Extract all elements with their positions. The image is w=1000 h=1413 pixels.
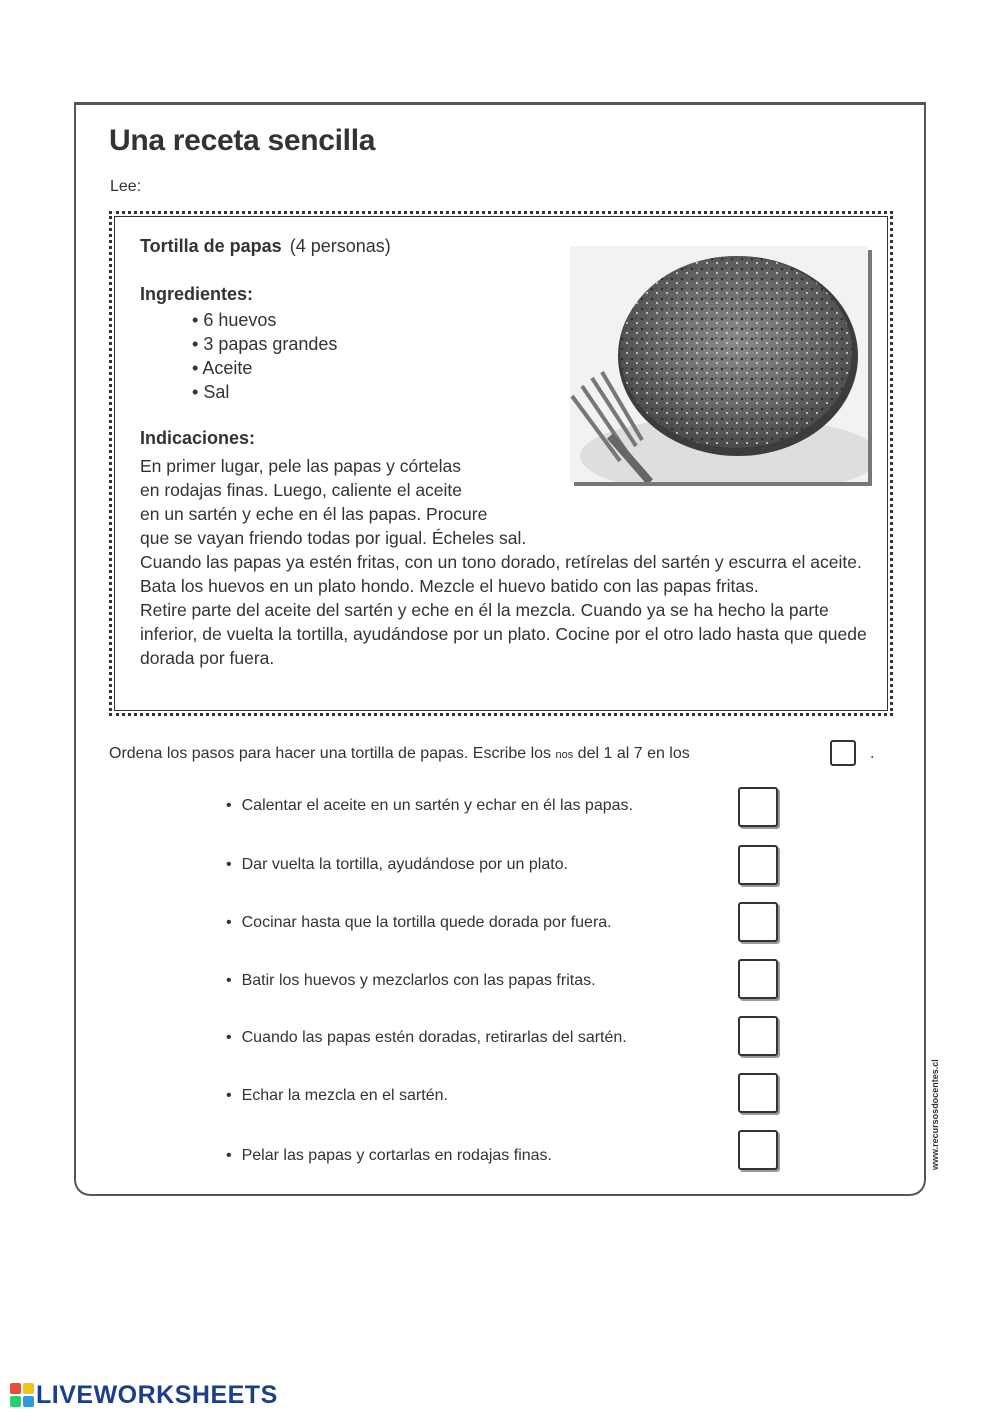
step-item: • Cocinar hasta que la tortilla quede dorada por fuera.: [226, 914, 612, 931]
step-text: Batir los huevos y mezclarlos con las papas fritas.: [241, 972, 596, 989]
step-answer-input[interactable]: [738, 787, 778, 827]
directions-text: [140, 454, 880, 670]
recipe-name: Tortilla de papas: [140, 236, 282, 256]
ingredient-item: • Sal: [192, 380, 337, 404]
instruction-abbrev: nos: [555, 749, 574, 761]
directions-heading: Indicaciones:: [140, 428, 256, 448]
step-text: Calentar el aceite en un sartén y echar en él las papas.: [241, 797, 633, 814]
recipe-servings: (4 personas): [289, 236, 391, 256]
step-answer-input[interactable]: [738, 845, 778, 885]
step-text: Echar la mezcla en el sartén.: [241, 1087, 448, 1104]
exercise-instruction: [109, 745, 690, 763]
brand-name: LIVEWORKSHEETS: [36, 1380, 278, 1409]
step-item: • Dar vuelta la tortilla, ayudándose por un plato.: [226, 856, 569, 873]
step-text: Cocinar hasta que la tortilla quede dorada por fuera.: [241, 914, 612, 931]
step-text: Dar vuelta la tortilla, ayudándose por un plato.: [241, 856, 569, 873]
step-answer-input[interactable]: [738, 1016, 778, 1056]
directions-line: en un sartén y eche en él las papas. Procure: [140, 504, 488, 524]
instruction-period: .: [870, 745, 875, 762]
step-item: • Calentar el aceite en un sartén y echar en él las papas.: [226, 797, 633, 814]
recipe-title: [140, 236, 391, 257]
step-text: Pelar las papas y cortarlas en rodajas finas.: [241, 1147, 552, 1164]
directions-line: que se vayan friendo todas por igual. Écheles sal.: [140, 528, 527, 548]
instruction-text-end: del 1 al 7 en los: [573, 745, 690, 762]
step-item: • Cuando las papas estén doradas, retirarlas del sartén.: [226, 1029, 627, 1046]
example-answer-box: [830, 740, 856, 766]
step-item: • Echar la mezcla en el sartén.: [226, 1087, 448, 1104]
brand-footer[interactable]: [10, 1380, 278, 1409]
page-title: Una receta sencilla: [109, 124, 376, 157]
read-label: Lee:: [110, 178, 142, 195]
step-answer-input[interactable]: [738, 959, 778, 999]
instruction-text: Ordena los pasos para hacer una tortilla de papas. Escribe los: [109, 745, 556, 762]
ingredient-item: • Aceite: [192, 356, 337, 380]
ingredients-list: [192, 308, 337, 404]
liveworksheets-logo-icon: [10, 1383, 34, 1407]
step-answer-input[interactable]: [738, 1073, 778, 1113]
step-answer-input[interactable]: [738, 902, 778, 942]
ingredient-item: • 6 huevos: [192, 308, 337, 332]
directions-line: En primer lugar, pele las papas y córtelas: [140, 456, 461, 476]
ingredients-heading: Ingredientes:: [140, 284, 254, 304]
step-text: Cuando las papas estén doradas, retirarlas del sartén.: [241, 1029, 627, 1046]
side-credit: www.recursosdocentes.cl: [930, 1059, 940, 1170]
directions-paragraph: Retire parte del aceite del sartén y eche en él la mezcla. Cuando ya se ha hecho la parte inferior, de vuelta la tortilla, ayudándose por un plato. Cocine por el otro lado hasta que quede dorada por fuera.: [140, 600, 867, 668]
step-answer-input[interactable]: [738, 1130, 778, 1170]
tortilla-photo: [570, 246, 868, 482]
step-item: • Batir los huevos y mezclarlos con las papas fritas.: [226, 972, 596, 989]
directions-paragraph: Cuando las papas ya estén fritas, con un tono dorado, retírelas del sartén y escurra el aceite. Bata los huevos en un plato hondo. Mezcle el huevo batido con las papas fritas.: [140, 552, 862, 596]
ingredient-item: • 3 papas grandes: [192, 332, 337, 356]
directions-line: en rodajas finas. Luego, caliente el aceite: [140, 480, 463, 500]
step-item: • Pelar las papas y cortarlas en rodajas finas.: [226, 1147, 552, 1164]
